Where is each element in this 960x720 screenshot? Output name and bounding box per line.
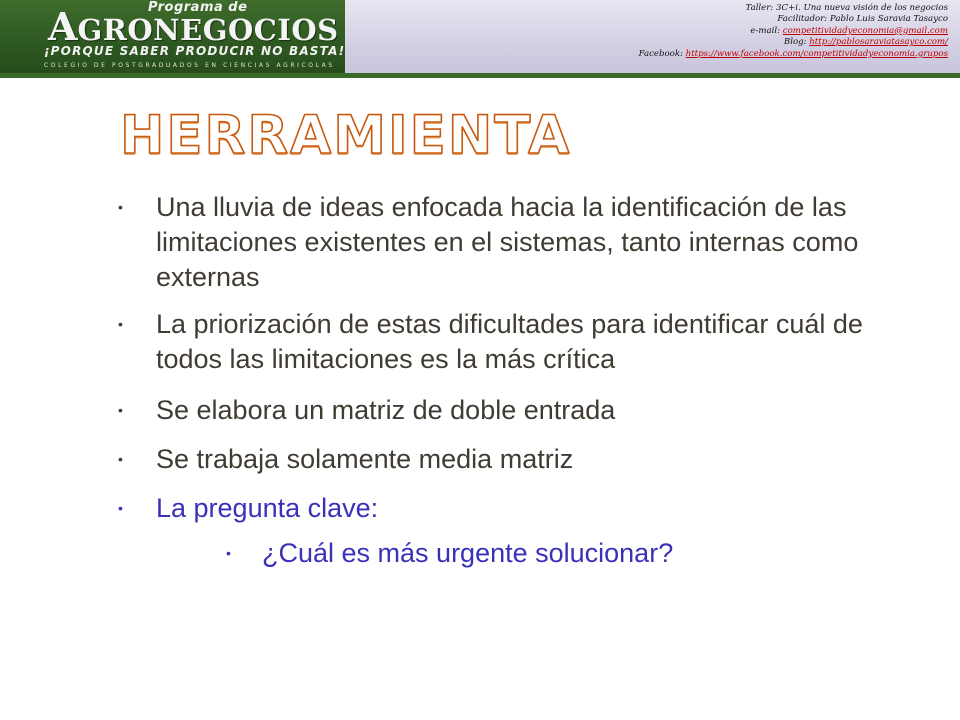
agronegocios-logo	[0, 0, 345, 73]
facebook-link[interactable]: https://www.facebook.com/competitividadyeconomia.grupos	[685, 48, 948, 59]
blog-label: Blog:	[783, 37, 810, 48]
bullet-item	[110, 442, 900, 477]
header-band	[0, 0, 960, 73]
bullet-text: ¿Cuál es más urgente solucionar?	[262, 538, 674, 568]
bullet-text: Se elabora un matriz de doble entrada	[156, 395, 616, 425]
logo-slogan: ¡PORQUE SABER PRODUCIR NO BASTA!	[44, 44, 345, 58]
bullet-icon: •	[118, 402, 123, 418]
bullet-item	[110, 307, 900, 377]
logo-programa-text: Programa de	[148, 0, 248, 15]
bullet-icon: •	[118, 316, 123, 332]
facebook-label: Facebook:	[638, 48, 686, 59]
key-question-sub-bullet	[110, 536, 900, 571]
key-question-heading	[110, 491, 900, 526]
bullet-icon: •	[118, 451, 123, 467]
blog-line	[639, 37, 948, 48]
bullet-list	[110, 190, 900, 571]
bullet-item	[110, 190, 900, 295]
bullet-text: La priorización de estas dificultades para identificar cuál de todos las limitaciones es la más crítica	[156, 309, 863, 374]
header-divider	[0, 73, 960, 78]
email-label: e-mail:	[750, 25, 783, 36]
logo-title-g: G	[77, 13, 103, 47]
workshop-line: Taller: 3C+i. Una nueva visión de los negocios	[745, 3, 948, 13]
logo-title-rest: RONEGOCIOS	[102, 13, 339, 47]
bullet-text: La pregunta clave:	[156, 493, 379, 523]
bullet-icon: •	[118, 199, 123, 215]
header-info	[639, 3, 948, 60]
facebook-line	[639, 49, 948, 60]
bullet-icon: •	[226, 545, 231, 561]
bullet-text: Una lluvia de ideas enfocada hacia la identificación de las limitaciones existentes en el sistemas, tanto internas como externas	[156, 192, 859, 292]
logo-college: COLEGIO DE POSTGRADUADOS EN CIENCIAS AGRICOLAS	[44, 62, 335, 69]
bullet-icon: •	[118, 500, 123, 516]
bullet-item	[110, 393, 900, 428]
email-line	[639, 26, 948, 37]
slide-title: HERRAMIENTA	[120, 105, 572, 166]
logo-title	[48, 4, 339, 49]
bullet-text: Se trabaja solamente media matriz	[156, 444, 574, 474]
blog-link[interactable]: http://pablosaraviatasayco.com/	[809, 37, 948, 48]
email-link[interactable]: competitividadyeconomia@gmail.com	[782, 25, 948, 36]
logo-title-initial: A	[48, 4, 78, 49]
facilitator-line: Facilitador: Pablo Luis Saravia Tasayco	[777, 14, 948, 25]
